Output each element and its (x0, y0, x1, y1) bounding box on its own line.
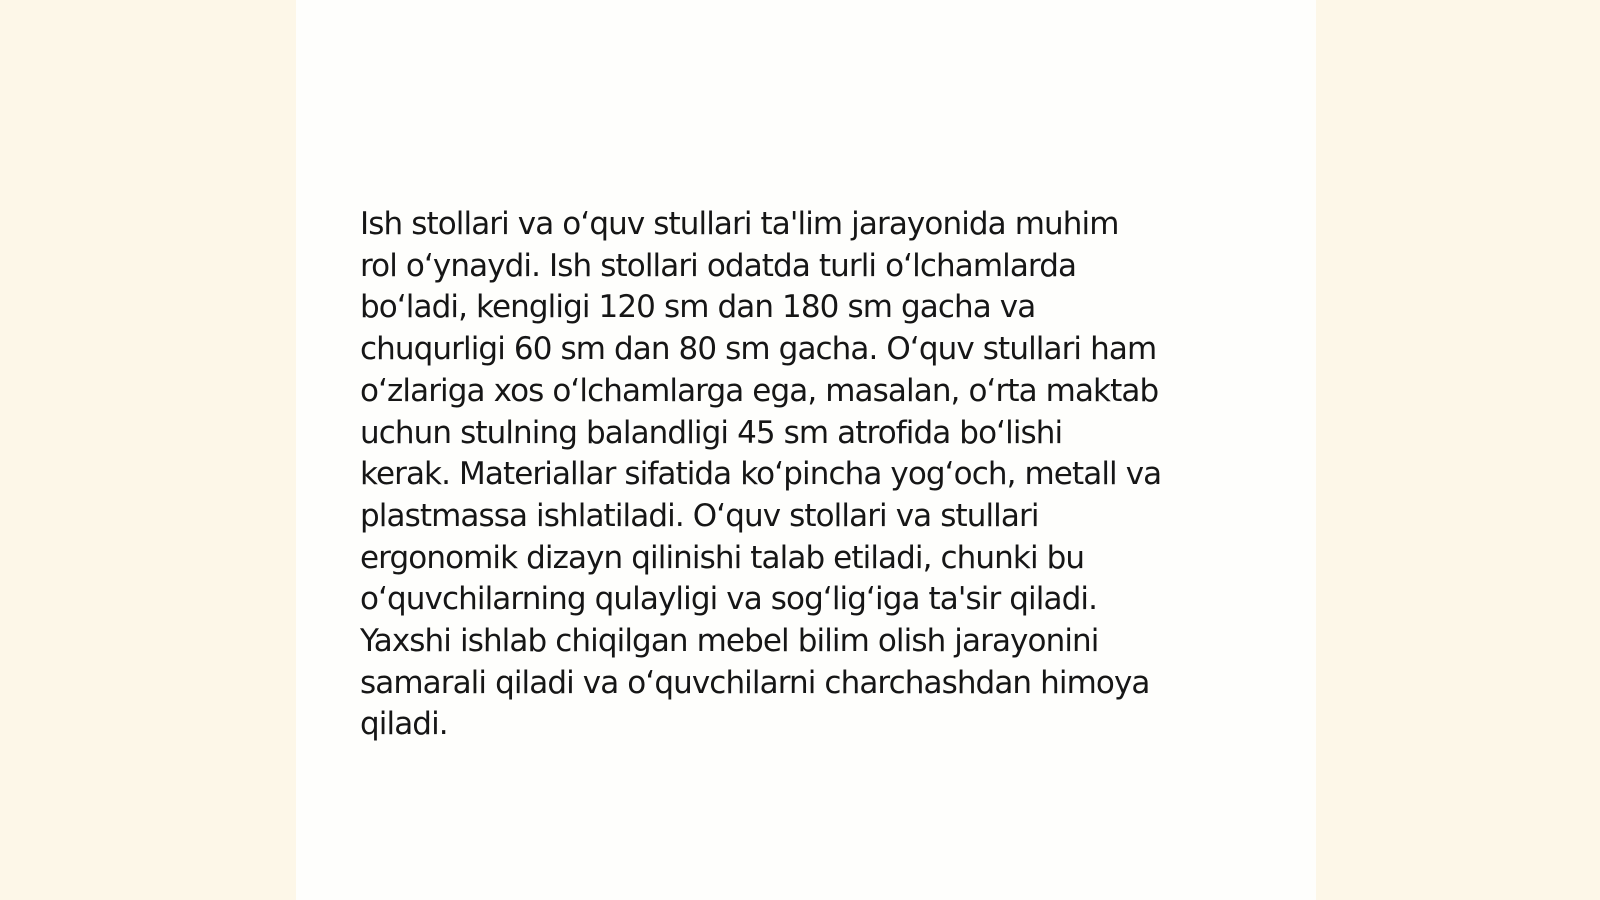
slide-body-text: Ish stollari va oʻquv stullari ta'lim jarayonida muhim rol oʻynaydi. Ish stollari odatda turli oʻlchamlarda boʻladi, kengligi 120 sm dan 180 sm gacha va chuqurligi 60 sm dan 80 sm gacha. Oʻquv stullari ham oʻzlariga xos oʻlchamlarga ega, masalan, oʻrta maktab uchun stulning balandligi 45 sm atrofida boʻlishi kerak. Materiallar sifatida koʻpincha yogʻoch, metall va plastmassa ishlatiladi. Oʻquv stollari va stullari ergonomik dizayn qilinishi talab etiladi, chunki bu oʻquvchilarning qulayligi va sogʻligʻiga ta'sir qiladi. Yaxshi ishlab chiqilgan mebel bilim olish jarayonini samarali qiladi va oʻquvchilarni charchashdan himoya qiladi. (360, 206, 1162, 743)
left-margin-panel (0, 0, 296, 900)
right-margin-panel (1316, 0, 1600, 900)
slide (296, 0, 1316, 900)
